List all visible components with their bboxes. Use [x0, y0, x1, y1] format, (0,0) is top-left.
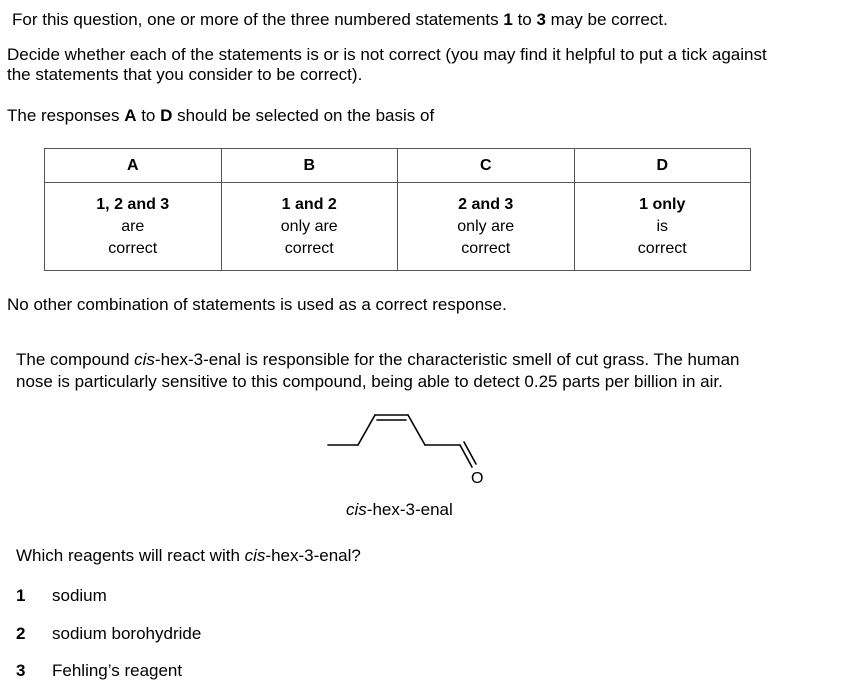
instruction-line-2b: the statements that you consider to be correct). [7, 65, 363, 84]
option-text-1: sodium [52, 586, 107, 605]
response-key-table [44, 148, 751, 271]
option-number-3: 3 [16, 661, 26, 680]
header-c: C [398, 149, 575, 183]
option-text-3: Fehling’s reagent [52, 661, 183, 680]
header-b: B [221, 149, 398, 183]
oxygen-atom-label: O [471, 470, 484, 487]
instruction-line-3: The responses A to D should be selected on the basis of [7, 106, 435, 125]
option-text-2: sodium borohydride [52, 624, 202, 643]
option-number-2: 2 [16, 624, 26, 643]
no-other-combination: No other combination of statements is used as a correct response. [7, 295, 507, 314]
molecule-caption: cis-hex-3-enal [346, 500, 453, 519]
cell-c: 2 and 3 only are correct [398, 183, 575, 271]
stem-line-2: nose is particularly sensitive to this compound, being able to detect 0.25 parts per billion in air. [16, 372, 723, 391]
stem-line-1: The compound cis-hex-3-enal is responsible for the characteristic smell of cut grass. The human [16, 350, 740, 369]
option-number-1: 1 [16, 586, 26, 605]
cell-b: 1 and 2 only are correct [221, 183, 398, 271]
instruction-line-2a: Decide whether each of the statements is or is not correct (you may find it helpful to put a tick against [7, 45, 767, 64]
header-a: A [45, 149, 222, 183]
cell-d: 1 only is correct [574, 183, 751, 271]
instruction-line-1: For this question, one or more of the three numbered statements 1 to 3 may be correct. [12, 10, 668, 29]
cis-hex-3-enal-structure [320, 405, 500, 495]
header-d: D [574, 149, 751, 183]
cell-a: 1, 2 and 3 are correct [45, 183, 222, 271]
question-text: Which reagents will react with cis-hex-3-enal? [16, 546, 361, 565]
